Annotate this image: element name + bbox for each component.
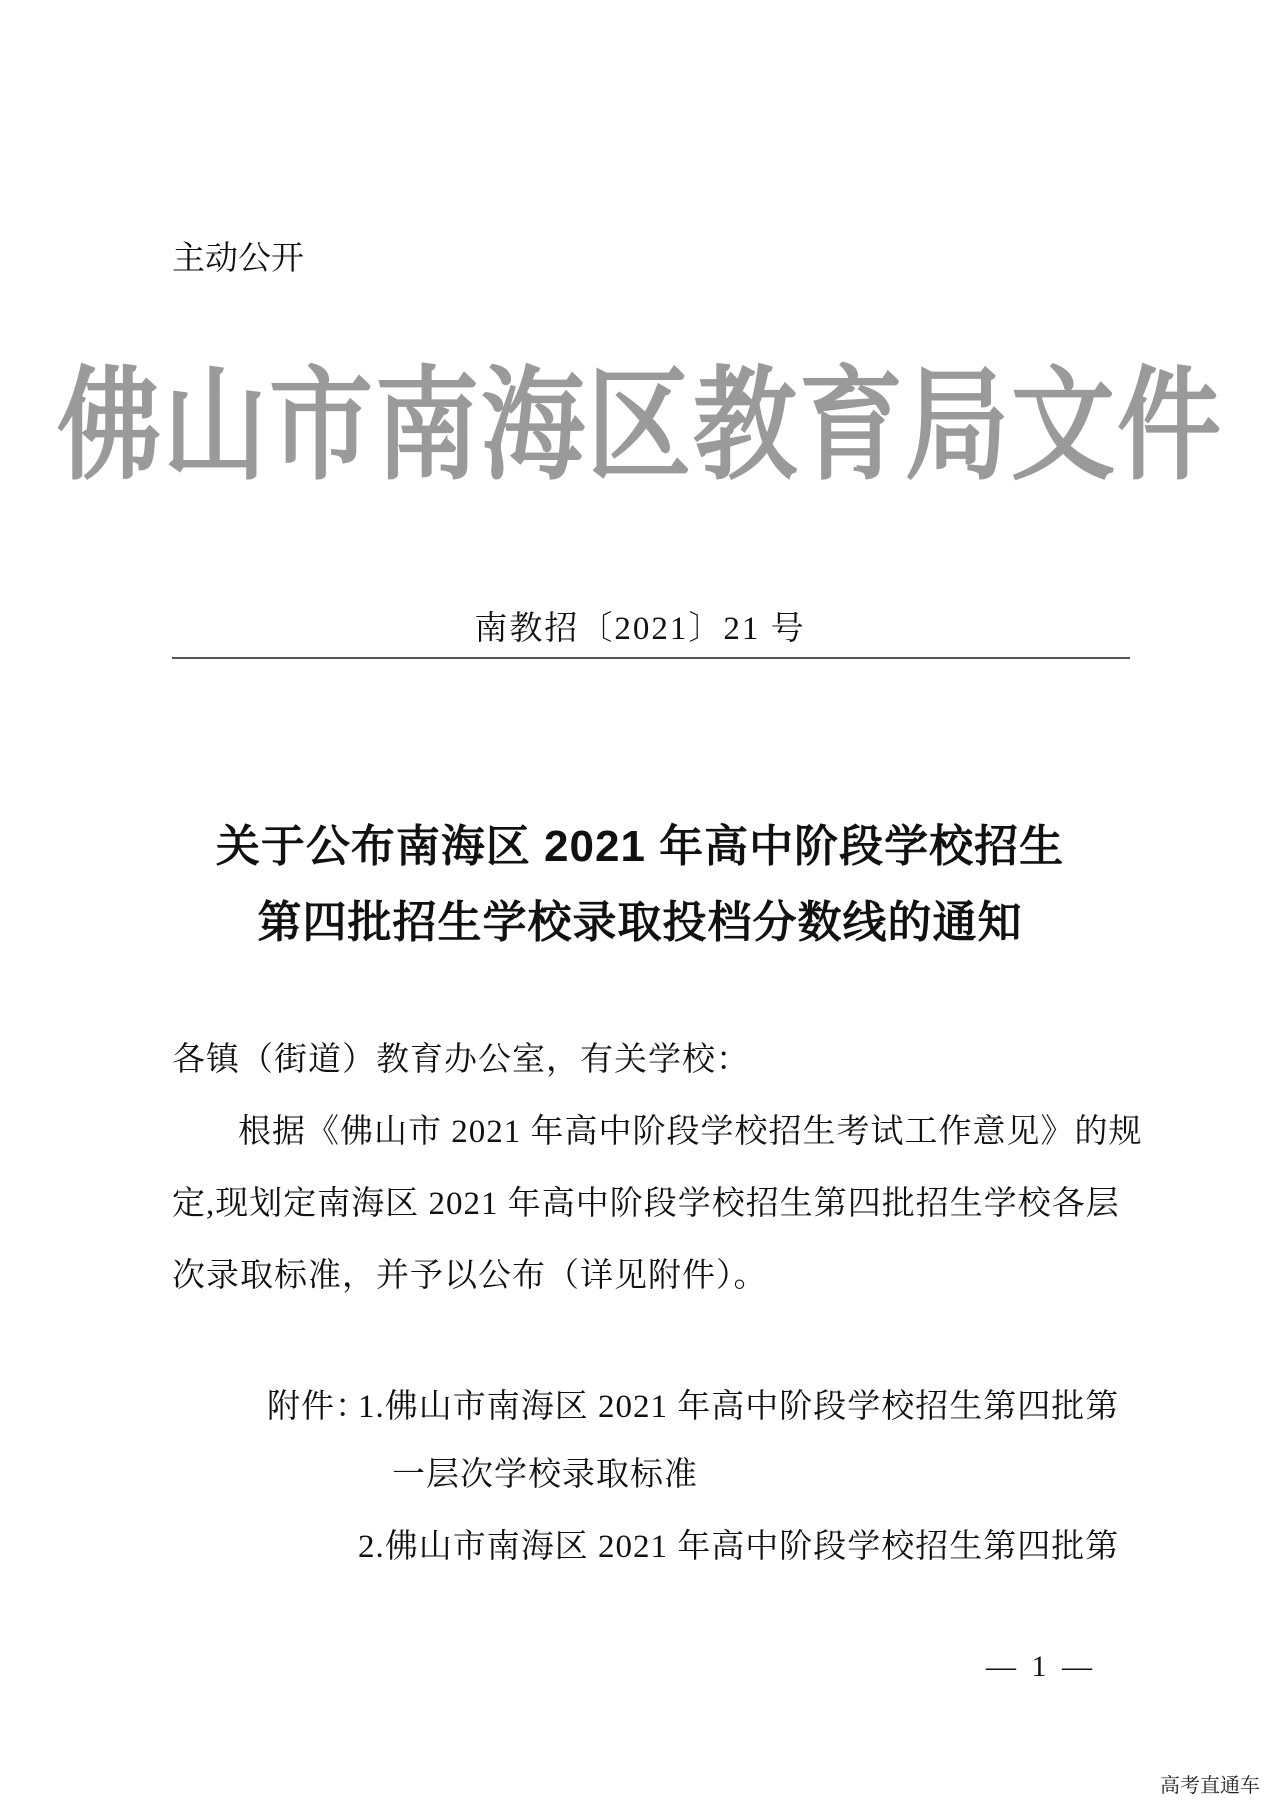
attachments-label: 附件： [267,1389,369,1425]
salutation: 各镇（街道）教育办公室，有关学校： [172,1042,750,1078]
attachment-1-line-1: 1.佛山市南海区 2021 年高中阶段学校招生第四批第 [358,1389,1120,1425]
header-title [0,340,1280,496]
header-divider [172,657,1130,659]
notice-title-line-1: 关于公布南海区 2021 年高中阶段学校招生 [215,822,1065,871]
watermark: 高考直通车 [1160,1775,1260,1797]
attachment-2-line-1: 2.佛山市南海区 2021 年高中阶段学校招生第四批第 [358,1529,1120,1565]
page-number: — 1 — [986,1650,1096,1683]
header-title-text: 佛山市南海区教育局文件 [56,358,1223,496]
body-line-2: 定,现划定南海区 2021 年高中阶段学校招生第四批招生学校各层 [172,1186,1120,1222]
body-line-1: 根据《佛山市 2021 年高中阶段学校招生考试工作意见》的规 [238,1114,1143,1150]
disclosure-label: 主动公开 [172,239,304,276]
body-line-3: 次录取标准，并予以公布（详见附件）。 [172,1258,768,1294]
attachment-1-line-2: 一层次学校录取标准 [392,1457,698,1493]
notice-title-line-2: 第四批招生学校录取投档分数线的通知 [257,898,1023,947]
document-number: 南教招〔2021〕21 号 [474,611,806,647]
